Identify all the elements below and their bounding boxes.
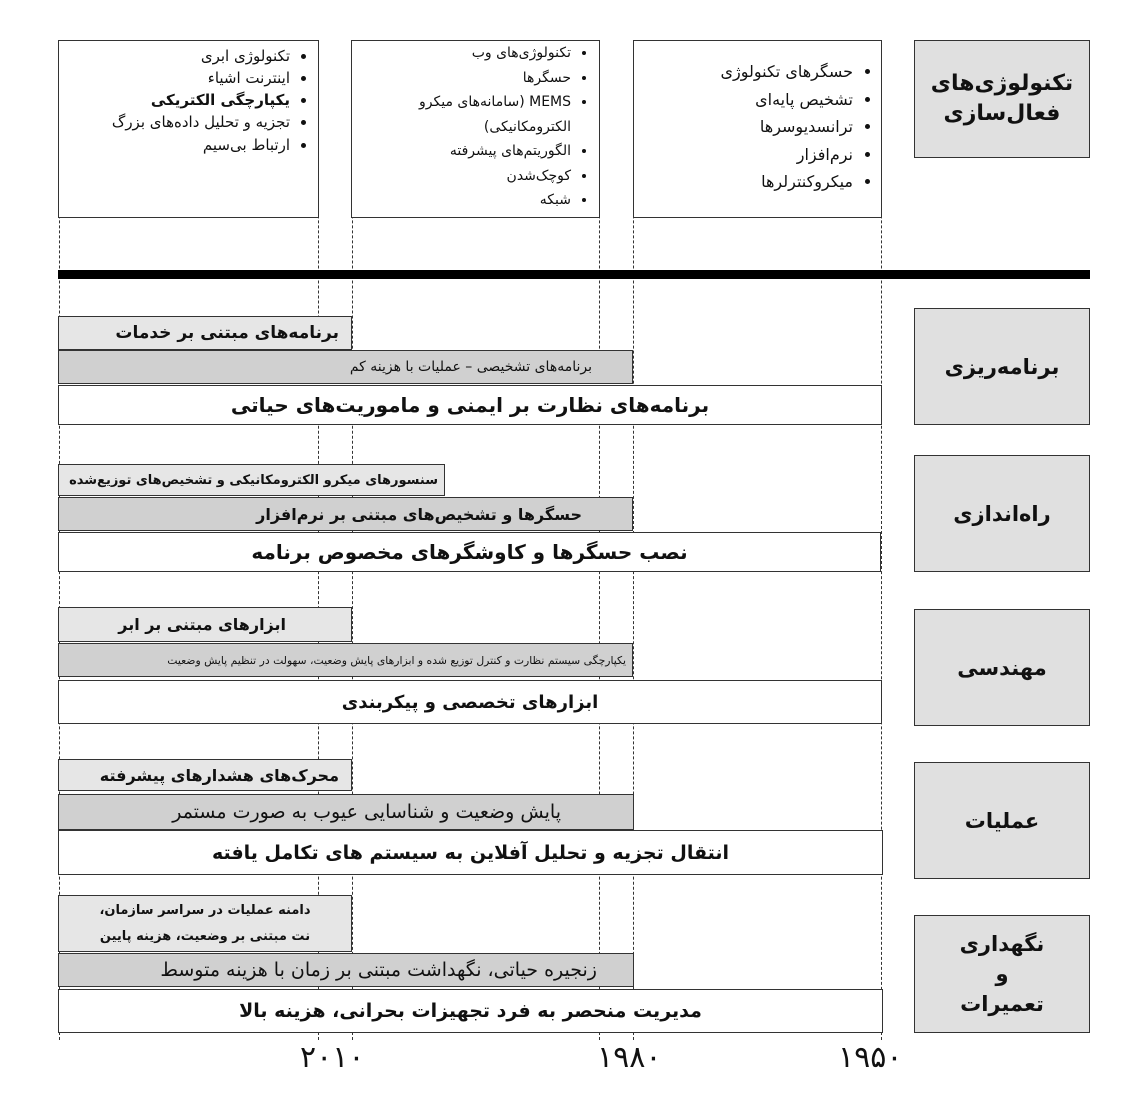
tech-box-2010: [58, 40, 319, 218]
tech-item: • کوچک‌شدن: [358, 164, 571, 189]
row-label-engineering: مهندسی: [914, 609, 1090, 726]
row-label-maintenance: نگهداری و تعمیرات: [914, 915, 1090, 1033]
bar-1980: پایش وضعیت و شناسایی عیوب به صورت مستمر: [58, 794, 634, 830]
bar-2010: دامنه عملیات در سراسر سازمان، نت مبتنی بر وضعیت، هزینه پایین: [58, 895, 352, 952]
tech-item: • تکنولوژی ابری: [65, 45, 290, 67]
year-label-1950: ۱۹۵۰: [838, 1040, 903, 1075]
row-label-planning: برنامه‌ریزی: [914, 308, 1090, 425]
tech-item: • شبکه: [358, 188, 571, 213]
tech-item: • ترانسدیوسرها: [640, 113, 853, 141]
bar-1950: انتقال تجزیه و تحلیل آفلاین به سیستم های تکامل یافته: [58, 830, 883, 875]
bar-1950: نصب حسگرها و کاوشگرهای مخصوص برنامه: [58, 532, 881, 572]
tech-item: • نرم‌افزار: [640, 141, 853, 169]
year-label-1980: ۱۹۸۰: [597, 1040, 662, 1075]
tech-item: • ارتباط بی‌سیم: [65, 134, 290, 156]
tech-item: • تکنولوژی‌های وب: [358, 41, 571, 66]
tech-item: • حسگرها: [358, 66, 571, 91]
bar-1980: حسگرها و تشخیص‌های مبتنی بر نرم‌افزار: [58, 497, 633, 531]
tech-item: • الگوریتم‌های پیشرفته: [358, 139, 571, 164]
section-divider: [58, 270, 1090, 279]
bar-2010: سنسورهای میکرو الکترومکانیکی و تشخیص‌های توزیع‌شده: [58, 464, 445, 496]
year-label-2010: ۲۰۱۰: [300, 1040, 365, 1075]
bar-2010: محرک‌های هشدارهای پیشرفته: [58, 759, 352, 791]
tech-item: • تجزیه و تحلیل داده‌های بزرگ: [65, 111, 290, 134]
tech-item: • یکپارچگی الکتریکی: [65, 89, 290, 111]
enablers-label: تکنولوژی‌های فعال‌سازی: [914, 40, 1090, 158]
bar-1950: مدیریت منحصر به فرد تجهیزات بحرانی، هزینه بالا: [58, 989, 883, 1033]
tech-item: • میکروکنترلرها: [640, 168, 853, 196]
tech-item: • اینترنت اشیاء: [65, 67, 290, 89]
bar-1980: برنامه‌های تشخیصی – عملیات با هزینه کم: [58, 350, 633, 384]
row-label-operations: عملیات: [914, 762, 1090, 879]
bar-1980: یکپارچگی سیستم نظارت و کنترل توزیع شده و ابزارهای پایش وضعیت، سهولت در تنظیم پایش وضعیت: [58, 643, 633, 677]
tech-box-1980: [351, 40, 600, 218]
bar-1980: زنجیره حیاتی، نگهداشت مبتنی بر زمان با هزینه متوسط: [58, 953, 634, 987]
bar-1950: برنامه‌های نظارت بر ایمنی و ماموریت‌های حیاتی: [58, 385, 882, 425]
tech-item: • حسگرهای تکنولوژی: [640, 58, 853, 86]
bar-2010: ابزارهای مبتنی بر ابر: [58, 607, 352, 642]
tech-item: • تشخیص پایه‌ای: [640, 86, 853, 114]
row-label-commissioning: راه‌اندازی: [914, 455, 1090, 572]
tech-item: • MEMS (سامانه‌های میکرو الکترومکانیکی): [358, 90, 571, 139]
tech-box-1950: [633, 40, 882, 218]
bar-1950: ابزارهای تخصصی و پیکربندی: [58, 680, 882, 724]
bar-2010: برنامه‌های مبتنی بر خدمات: [58, 316, 352, 350]
